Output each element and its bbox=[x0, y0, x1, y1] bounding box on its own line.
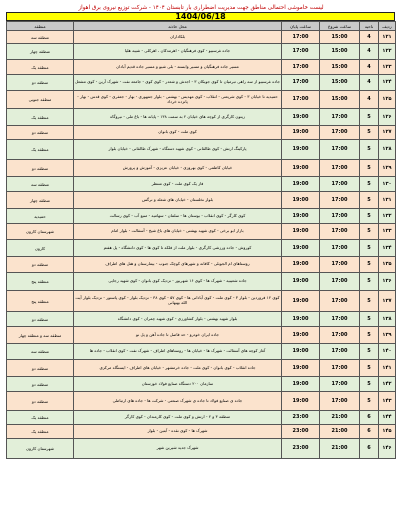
zone-cell: 5 bbox=[360, 177, 379, 192]
region-cell: منطقه چهار bbox=[7, 44, 74, 60]
end-time-cell: 17:00 bbox=[282, 75, 320, 91]
table-row bbox=[7, 177, 396, 192]
start-time-cell: 17:00 bbox=[320, 360, 360, 377]
table-row bbox=[7, 360, 396, 377]
zone-cell: 5 bbox=[360, 224, 379, 240]
row-number-cell: ۱۲۷ bbox=[379, 126, 396, 140]
region-cell: منطقه دو bbox=[7, 75, 74, 91]
start-time-cell: 17:00 bbox=[320, 392, 360, 411]
start-time-cell: 15:00 bbox=[320, 44, 360, 60]
row-number-cell: ۱۳۱ bbox=[379, 192, 396, 209]
area-description-cell: شهرک ها - کوی نقده - آبتین - بلوار bbox=[74, 425, 282, 439]
zone-cell: 5 bbox=[360, 360, 379, 377]
area-description-cell: کوی ملت - کوی بانوان bbox=[74, 126, 282, 140]
row-number-cell: ۱۴۱ bbox=[379, 360, 396, 377]
region-cell: حمیدیه bbox=[7, 209, 74, 224]
row-number-cell: ۱۴۲ bbox=[379, 377, 396, 392]
start-time-cell: 15:00 bbox=[320, 60, 360, 75]
end-time-cell: 19:00 bbox=[282, 291, 320, 312]
end-time-cell: 19:00 bbox=[282, 140, 320, 160]
area-description-cell: مسیر جاده فرهنگیان و مسیر وابسته - بلی شیو و مسیر جاده قدیم آبادان bbox=[74, 60, 282, 75]
region-cell: منطقه جنوبی bbox=[7, 91, 74, 109]
area-description-cell: جاده انقلاب - کوی بانوان - کوی ملت - جاده خرمشهر - خیابان های اطراف - ایستگاه مرکزی bbox=[74, 360, 282, 377]
row-number-cell: ۱۳۹ bbox=[379, 327, 396, 344]
table-row bbox=[7, 109, 396, 126]
table-row bbox=[7, 91, 396, 109]
zone-cell: 5 bbox=[360, 240, 379, 257]
start-time-cell: 17:00 bbox=[320, 224, 360, 240]
area-description-cell: آغاز کوچه های آسفالت - شهرک ها - خیابان ها - روستاهای اطراف - شهرک نفت - کوی انقلاب - جاده ها bbox=[74, 344, 282, 360]
area-description-cell: بلوار شهید بهشتی - بلوار کشاورزی - کوی شهید چمران - کوی دانشگاه bbox=[74, 312, 282, 327]
area-description-cell: بلوار نخلستان - خیابان های شعله و نرگس bbox=[74, 192, 282, 209]
zone-cell: 5 bbox=[360, 344, 379, 360]
table-row bbox=[7, 439, 396, 459]
end-time-cell: 19:00 bbox=[282, 392, 320, 411]
zone-cell: 4 bbox=[360, 75, 379, 91]
start-time-cell: 21:00 bbox=[320, 425, 360, 439]
row-number-cell: ۱۲۹ bbox=[379, 160, 396, 177]
table-header-row bbox=[7, 22, 396, 31]
area-description-cell: پارکینگ ارتش - کوی طالقانی - کوی شهید دستگاه - شهرک طالقانی - خیابان بلوار bbox=[74, 140, 282, 160]
zone-cell: 5 bbox=[360, 273, 379, 291]
area-description-cell: جاده غرسبیو - کوی فرهنگیان - اهرمدکان ، اهرکلی - شیبه هلیا bbox=[74, 44, 282, 60]
region-cell: منطقه پنج bbox=[7, 273, 74, 291]
header-region: منطقه bbox=[7, 22, 74, 31]
row-number-cell: ۱۴۶ bbox=[379, 439, 396, 459]
table-row bbox=[7, 257, 396, 273]
region-cell: منطقه سه و منطقه چهار bbox=[7, 327, 74, 344]
start-time-cell: 17:00 bbox=[320, 273, 360, 291]
region-cell: منطقه یک bbox=[7, 109, 74, 126]
header-row-number: ردیف bbox=[379, 22, 396, 31]
start-time-cell: 17:00 bbox=[320, 192, 360, 209]
end-time-cell: 19:00 bbox=[282, 240, 320, 257]
zone-cell: 4 bbox=[360, 60, 379, 75]
region-cell: منطقه دو bbox=[7, 392, 74, 411]
zone-cell: 6 bbox=[360, 411, 379, 425]
area-description-cell: کوی کارگر - کوی انقلاب - بوستان ها - سلمان - سهامیه - منبع آب - کوی رسالت bbox=[74, 209, 282, 224]
start-time-cell: 21:00 bbox=[320, 439, 360, 459]
start-time-cell: 17:00 bbox=[320, 312, 360, 327]
row-number-cell: ۱۴۵ bbox=[379, 425, 396, 439]
region-cell: منطقه پنج bbox=[7, 291, 74, 312]
table-row bbox=[7, 327, 396, 344]
end-time-cell: 19:00 bbox=[282, 160, 320, 177]
end-time-cell: 19:00 bbox=[282, 273, 320, 291]
end-time-cell: 19:00 bbox=[282, 224, 320, 240]
end-time-cell: 19:00 bbox=[282, 177, 320, 192]
table-row bbox=[7, 31, 396, 44]
zone-cell: 4 bbox=[360, 44, 379, 60]
end-time-cell: 19:00 bbox=[282, 327, 320, 344]
zone-cell: 5 bbox=[360, 192, 379, 209]
end-time-cell: 17:00 bbox=[282, 31, 320, 44]
end-time-cell: 19:00 bbox=[282, 377, 320, 392]
outage-schedule-table bbox=[6, 21, 396, 459]
start-time-cell: 17:00 bbox=[320, 209, 360, 224]
start-time-cell: 17:00 bbox=[320, 160, 360, 177]
start-time-cell: 17:00 bbox=[320, 240, 360, 257]
row-number-cell: ۱۴۴ bbox=[379, 411, 396, 425]
row-number-cell: ۱۳۲ bbox=[379, 209, 396, 224]
zone-cell: 4 bbox=[360, 91, 379, 109]
end-time-cell: 23:00 bbox=[282, 439, 320, 459]
start-time-cell: 17:00 bbox=[320, 291, 360, 312]
area-description-cell: خیابان کاظمی - کوی بهروزی - خیابان عزیزی - آموزش و پرورش bbox=[74, 160, 282, 177]
region-cell: منطقه دو bbox=[7, 377, 74, 392]
row-number-cell: ۱۳۵ bbox=[379, 257, 396, 273]
area-description-cell: کوروش - جاده ورزشی کارگری - بلوار ملت از فلکه تا کوی ها - کوی دانشگاه - پل هفتم bbox=[74, 240, 282, 257]
area-description-cell: سازمان ۲۰۰ دستگاه صنایع فولاد خوزستان bbox=[74, 377, 282, 392]
row-number-cell: ۱۲۳ bbox=[379, 60, 396, 75]
start-time-cell: 17:00 bbox=[320, 109, 360, 126]
row-number-cell: ۱۲۵ bbox=[379, 91, 396, 109]
zone-cell: 5 bbox=[360, 140, 379, 160]
row-number-cell: ۱۳۸ bbox=[379, 312, 396, 327]
end-time-cell: 17:00 bbox=[282, 91, 320, 109]
zone-cell: 5 bbox=[360, 209, 379, 224]
area-description-cell: جاده شعیبیه - شهرک ها - کوی ۱۶ شهریور - نزدیک کوی بانوان - کوی شهید رجایی bbox=[74, 273, 282, 291]
area-description-cell: بازار ابو برخی - کوی شهید بهشتی - خیابان های باغ شیخ - آسفالت - بلوار امام bbox=[74, 224, 282, 240]
area-description-cell: جاده ی صنایع فولاد تا جاده ی شهرک صنعتی - شرکت ها - جاده های ارتباطی bbox=[74, 392, 282, 411]
end-time-cell: 17:00 bbox=[282, 44, 320, 60]
table-row bbox=[7, 44, 396, 60]
start-time-cell: 17:00 bbox=[320, 177, 360, 192]
region-cell: منطقه سه bbox=[7, 344, 74, 360]
header-zone: ناحیه bbox=[360, 22, 379, 31]
end-time-cell: 19:00 bbox=[282, 312, 320, 327]
end-time-cell: 19:00 bbox=[282, 344, 320, 360]
region-cell: منطقه یک bbox=[7, 140, 74, 160]
row-number-cell: ۱۳۴ bbox=[379, 240, 396, 257]
row-number-cell: ۱۳۷ bbox=[379, 291, 396, 312]
zone-cell: 5 bbox=[360, 312, 379, 327]
table-row bbox=[7, 377, 396, 392]
row-number-cell: ۱۳۳ bbox=[379, 224, 396, 240]
zone-cell: 5 bbox=[360, 126, 379, 140]
header-end-time: ساعت پایان bbox=[282, 22, 320, 31]
region-cell: منطقه یک bbox=[7, 411, 74, 425]
row-number-cell: ۱۳۶ bbox=[379, 273, 396, 291]
start-time-cell: 15:00 bbox=[320, 31, 360, 44]
end-time-cell: 23:00 bbox=[282, 411, 320, 425]
area-description-cell: جاده ایران خودرو - حد فاصل تا جاده آهن و پل نو bbox=[74, 327, 282, 344]
table-row bbox=[7, 140, 396, 160]
region-cell: کارون bbox=[7, 240, 74, 257]
table-row bbox=[7, 126, 396, 140]
row-number-cell: ۱۴۰ bbox=[379, 344, 396, 360]
area-description-cell: زیتون کارگری از کوچه های خیابان ۲ به سمت ۱۳۸ - پایانه ها - باغ ملی - نیروگاه bbox=[74, 109, 282, 126]
end-time-cell: 23:00 bbox=[282, 425, 320, 439]
table-row bbox=[7, 273, 396, 291]
zone-cell: 6 bbox=[360, 425, 379, 439]
row-number-cell: ۱۴۳ bbox=[379, 392, 396, 411]
region-cell: منطقه دو bbox=[7, 160, 74, 177]
start-time-cell: 21:00 bbox=[320, 411, 360, 425]
row-number-cell: ۱۳۰ bbox=[379, 177, 396, 192]
region-cell: شهرستان کارون bbox=[7, 439, 74, 459]
start-time-cell: 15:00 bbox=[320, 75, 360, 91]
row-number-cell: ۱۲۲ bbox=[379, 44, 396, 60]
end-time-cell: 17:00 bbox=[282, 60, 320, 75]
area-description-cell: فاز یک کوی ملت - کوی منتظر bbox=[74, 177, 282, 192]
start-time-cell: 17:00 bbox=[320, 327, 360, 344]
end-time-cell: 19:00 bbox=[282, 209, 320, 224]
row-number-cell: ۱۲۱ bbox=[379, 31, 396, 44]
zone-cell: 5 bbox=[360, 257, 379, 273]
zone-cell: 5 bbox=[360, 291, 379, 312]
start-time-cell: 15:00 bbox=[320, 91, 360, 109]
table-row bbox=[7, 312, 396, 327]
table-row bbox=[7, 75, 396, 91]
header-start-time: ساعت شروع bbox=[320, 22, 360, 31]
table-row bbox=[7, 344, 396, 360]
zone-cell: 5 bbox=[360, 160, 379, 177]
region-cell: منطقه سه bbox=[7, 31, 74, 44]
table-row bbox=[7, 224, 396, 240]
table-row bbox=[7, 411, 396, 425]
table-row bbox=[7, 425, 396, 439]
region-cell: منطقه یک bbox=[7, 60, 74, 75]
table-row bbox=[7, 392, 396, 411]
table-body bbox=[7, 31, 396, 459]
row-number-cell: ۱۲۴ bbox=[379, 75, 396, 91]
area-description-cell: منطقه ۳ و ۲ - ارتش و کوی ملت - کوی کارمندان - کوی کارگر bbox=[74, 411, 282, 425]
start-time-cell: 17:00 bbox=[320, 377, 360, 392]
start-time-cell: 17:00 bbox=[320, 344, 360, 360]
region-cell: شهرستان کارون bbox=[7, 224, 74, 240]
end-time-cell: 19:00 bbox=[282, 126, 320, 140]
row-number-cell: ۱۲۸ bbox=[379, 140, 396, 160]
zone-cell: 5 bbox=[360, 377, 379, 392]
area-description-cell: شهرک جدید شیرین شهر bbox=[74, 439, 282, 459]
region-cell: منطقه یک bbox=[7, 425, 74, 439]
table-row bbox=[7, 291, 396, 312]
document-title: لیست خاموشی احتمالی مناطق جهت مدیریت اضطراری بار تابستان ۱۴۰۴ - شرکت توزیع نیروی برق اهواز bbox=[78, 5, 324, 11]
end-time-cell: 19:00 bbox=[282, 257, 320, 273]
header-area-description: محل حادثه bbox=[74, 22, 282, 31]
end-time-cell: 19:00 bbox=[282, 360, 320, 377]
table-row bbox=[7, 240, 396, 257]
area-description-cell: جاده غرسبیو از سه راهی تبرمیان تا کوی جوبکان ۳ - اجدش و شعدر - کوی کوی - جامعه نفت - شهرک آرین - کوی مشعل bbox=[74, 75, 282, 91]
table-row bbox=[7, 209, 396, 224]
table-row bbox=[7, 60, 396, 75]
region-cell: منطقه دو bbox=[7, 360, 74, 377]
area-description-cell: کوی ۱۲ فروردین - بلوار ۳ - کوی ملت - کوی آبادانی ها - کوی ۵۷ - کوی ۳۸ - نزدیک بلوار - کوی پاستور - نزدیک بلوار آیت الله بهبهانی bbox=[74, 291, 282, 312]
start-time-cell: 17:00 bbox=[320, 140, 360, 160]
table-row bbox=[7, 160, 396, 177]
zone-cell: 5 bbox=[360, 109, 379, 126]
region-cell: منطقه چهار bbox=[7, 192, 74, 209]
zone-cell: 4 bbox=[360, 31, 379, 44]
region-cell: منطقه دو bbox=[7, 312, 74, 327]
end-time-cell: 19:00 bbox=[282, 109, 320, 126]
start-time-cell: 17:00 bbox=[320, 257, 360, 273]
area-description-cell: بلکاداران bbox=[74, 31, 282, 44]
zone-cell: 5 bbox=[360, 327, 379, 344]
zone-cell: 6 bbox=[360, 439, 379, 459]
row-number-cell: ۱۲۶ bbox=[379, 109, 396, 126]
region-cell: منطقه سه bbox=[7, 177, 74, 192]
zone-cell: 5 bbox=[360, 392, 379, 411]
area-description-cell: حمیدیه تا خیابان ۳ - کوی شریعتی - انقلاب - کوی مهدیس - بهشتی - بلوار جمهوری - بهار - جعفری - کوی قدس - بهار - پانزده خرداد bbox=[74, 91, 282, 109]
region-cell: منطقه دو bbox=[7, 257, 74, 273]
date-banner: 1404/06/18 bbox=[6, 12, 395, 21]
table-row bbox=[7, 192, 396, 209]
start-time-cell: 17:00 bbox=[320, 126, 360, 140]
end-time-cell: 19:00 bbox=[282, 192, 320, 209]
area-description-cell: روستاهای ام الجوبلی - کافانه و شهرهای کوچک جنوب - بیمارستان و هتل های اطراف bbox=[74, 257, 282, 273]
region-cell: منطقه دو bbox=[7, 126, 74, 140]
